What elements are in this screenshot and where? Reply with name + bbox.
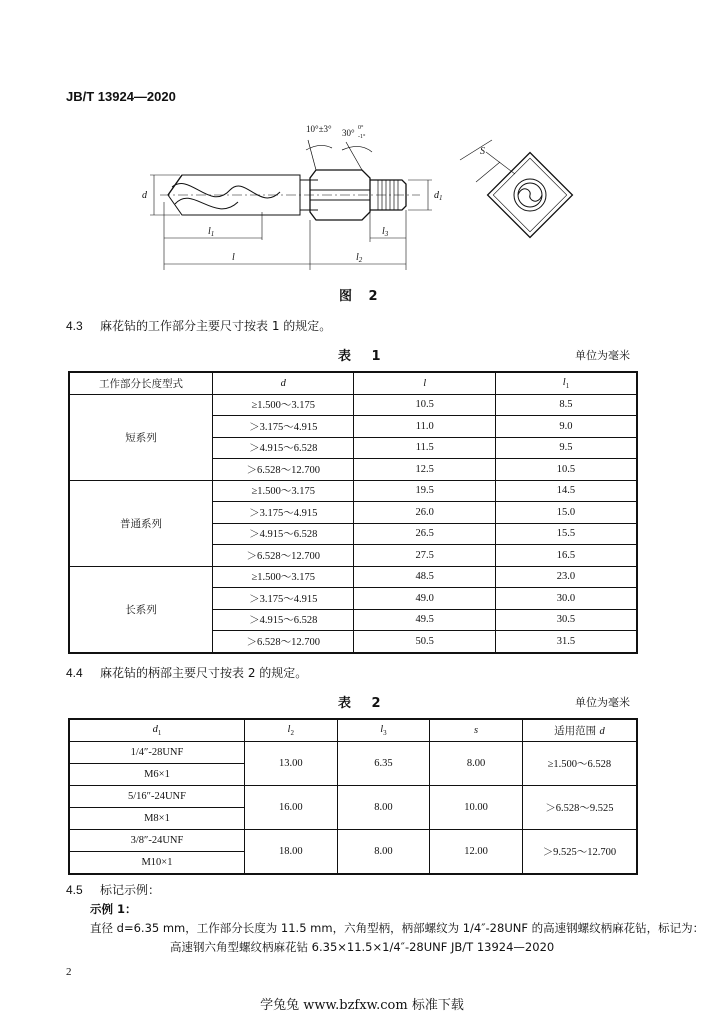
cell-d: ＞3.175～4.915 [212, 588, 354, 610]
standard-number: JB/T 13924—2020 [66, 89, 176, 104]
cell-s: 12.00 [430, 830, 523, 875]
cell-range: ＞6.528～9.525 [522, 786, 637, 830]
cell-d: ≥1.500～3.175 [212, 480, 354, 502]
cell-l1: 30.5 [495, 609, 637, 631]
cell-l1: 8.5 [495, 394, 637, 416]
cell-l3: 8.00 [337, 786, 430, 830]
example-line-2: 高速钢六角型螺纹柄麻花钻 6.35×11.5×1/4″-28UNF JB/T 13924—2020 [170, 940, 555, 954]
label-l3: $l_3$ [382, 226, 389, 238]
clause-4-4 [66, 664, 307, 681]
label-s: S [480, 146, 485, 157]
header-d1: $d_1$ [69, 719, 244, 742]
cell-l1: 16.5 [495, 545, 637, 567]
cell-d1-metric: M6×1 [69, 764, 244, 786]
cell-range: ＞9.525～12.700 [522, 830, 637, 875]
cell-d: ＞6.528～12.700 [212, 631, 354, 653]
cell-d1-inch: 1/4″-28UNF [69, 742, 244, 764]
cell-d1-inch: 5/16″-24UNF [69, 786, 244, 808]
clause-text: 麻花钻的工作部分主要尺寸按表 1 的规定。 [100, 319, 332, 333]
figure-2-drawing [120, 112, 590, 276]
table-header-row [69, 719, 637, 742]
angle-30-tol-down: -1° [358, 134, 366, 140]
cell-l: 26.0 [354, 502, 495, 524]
label-d1: $d_1$ [434, 190, 443, 202]
example-line-1: 直径 d=6.35 mm，工作部分长度为 11.5 mm，六角型柄，柄部螺纹为 1/4″-28UNF 的高速钢螺纹柄麻花钻，标记为： [90, 921, 705, 935]
table-1 [68, 371, 638, 654]
header-l: l [354, 372, 495, 394]
table-2 [68, 718, 638, 875]
cell-l: 26.5 [354, 523, 495, 545]
cell-d: ＞4.915～6.528 [212, 523, 354, 545]
clause-number: 4.5 [66, 883, 83, 897]
label-l2: $l_2$ [356, 252, 363, 264]
clause-text: 麻花钻的柄部主要尺寸按表 2 的规定。 [100, 666, 308, 680]
cell-l1: 15.0 [495, 502, 637, 524]
cell-l3: 8.00 [337, 830, 430, 875]
clause-text: 标记示例： [100, 883, 161, 897]
table-row [69, 480, 637, 502]
table2-unit: 单位为毫米 [575, 696, 630, 709]
header-d: d [212, 372, 354, 394]
header-range: 适用范围 d [522, 719, 637, 742]
cell-l1: 9.0 [495, 416, 637, 438]
cell-d1-inch: 3/8″-24UNF [69, 830, 244, 852]
cell-l1: 9.5 [495, 437, 637, 459]
clause-4-5 [66, 881, 160, 898]
cell-l: 19.5 [354, 480, 495, 502]
table-row [69, 786, 637, 808]
table-header-row [69, 372, 637, 394]
cell-l2: 13.00 [244, 742, 337, 786]
cell-d: ≥1.500～3.175 [212, 394, 354, 416]
header-l1: $l_1$ [495, 372, 637, 394]
cell-d: ＞4.915～6.528 [212, 437, 354, 459]
cell-l: 12.5 [354, 459, 495, 481]
group-name: 普通系列 [69, 480, 212, 566]
cell-l2: 16.00 [244, 786, 337, 830]
cell-l: 27.5 [354, 545, 495, 567]
label-d: d [142, 190, 147, 201]
cell-l1: 14.5 [495, 480, 637, 502]
table-row [69, 830, 637, 852]
cell-range: ≥1.500～6.528 [522, 742, 637, 786]
cell-d: ＞6.528～12.700 [212, 545, 354, 567]
cell-s: 10.00 [430, 786, 523, 830]
table-row [69, 742, 637, 764]
clause-number: 4.4 [66, 666, 83, 680]
cell-l1: 31.5 [495, 631, 637, 653]
table1-unit: 单位为毫米 [575, 349, 630, 362]
table2-caption: 表 2 [338, 696, 389, 711]
page-number: 2 [66, 966, 72, 978]
cell-d: ＞6.528～12.700 [212, 459, 354, 481]
label-l1: $l_1$ [208, 226, 215, 238]
header-l2: $l_2$ [244, 719, 337, 742]
header-type: 工作部分长度型式 [69, 372, 212, 394]
cell-l3: 6.35 [337, 742, 430, 786]
label-l: l [232, 252, 235, 263]
cell-l: 11.5 [354, 437, 495, 459]
cell-d: ≥1.500～3.175 [212, 566, 354, 588]
header-s: s [430, 719, 523, 742]
example-label: 示例 1： [90, 902, 137, 916]
cell-l: 48.5 [354, 566, 495, 588]
group-name: 短系列 [69, 394, 212, 480]
cell-d1-metric: M10×1 [69, 852, 244, 875]
cell-l: 49.5 [354, 609, 495, 631]
cell-l: 49.0 [354, 588, 495, 610]
cell-s: 8.00 [430, 742, 523, 786]
clause-number: 4.3 [66, 319, 83, 333]
cell-l: 50.5 [354, 631, 495, 653]
clause-4-3 [66, 317, 331, 334]
cell-d: ＞3.175～4.915 [212, 416, 354, 438]
angle-30-tol-up: 0° [358, 125, 364, 131]
group-name: 长系列 [69, 566, 212, 653]
cell-d: ＞4.915～6.528 [212, 609, 354, 631]
angle-30-label: 30° [342, 128, 355, 138]
angle-10-label: 10°±3° [306, 124, 332, 134]
cell-l1: 30.0 [495, 588, 637, 610]
cell-l: 10.5 [354, 394, 495, 416]
cell-d1-metric: M8×1 [69, 808, 244, 830]
cell-l: 11.0 [354, 416, 495, 438]
cell-d: ＞3.175～4.915 [212, 502, 354, 524]
table-row [69, 394, 637, 416]
cell-l1: 10.5 [495, 459, 637, 481]
table1-caption: 表 1 [338, 349, 389, 364]
header-l3: $l_3$ [337, 719, 430, 742]
figure-caption: 图 2 [339, 289, 384, 304]
footer-watermark: 学兔兔 www.bzfxw.com 标准下载 [260, 998, 464, 1013]
cell-l1: 23.0 [495, 566, 637, 588]
cell-l2: 18.00 [244, 830, 337, 875]
table-row [69, 566, 637, 588]
cell-l1: 15.5 [495, 523, 637, 545]
